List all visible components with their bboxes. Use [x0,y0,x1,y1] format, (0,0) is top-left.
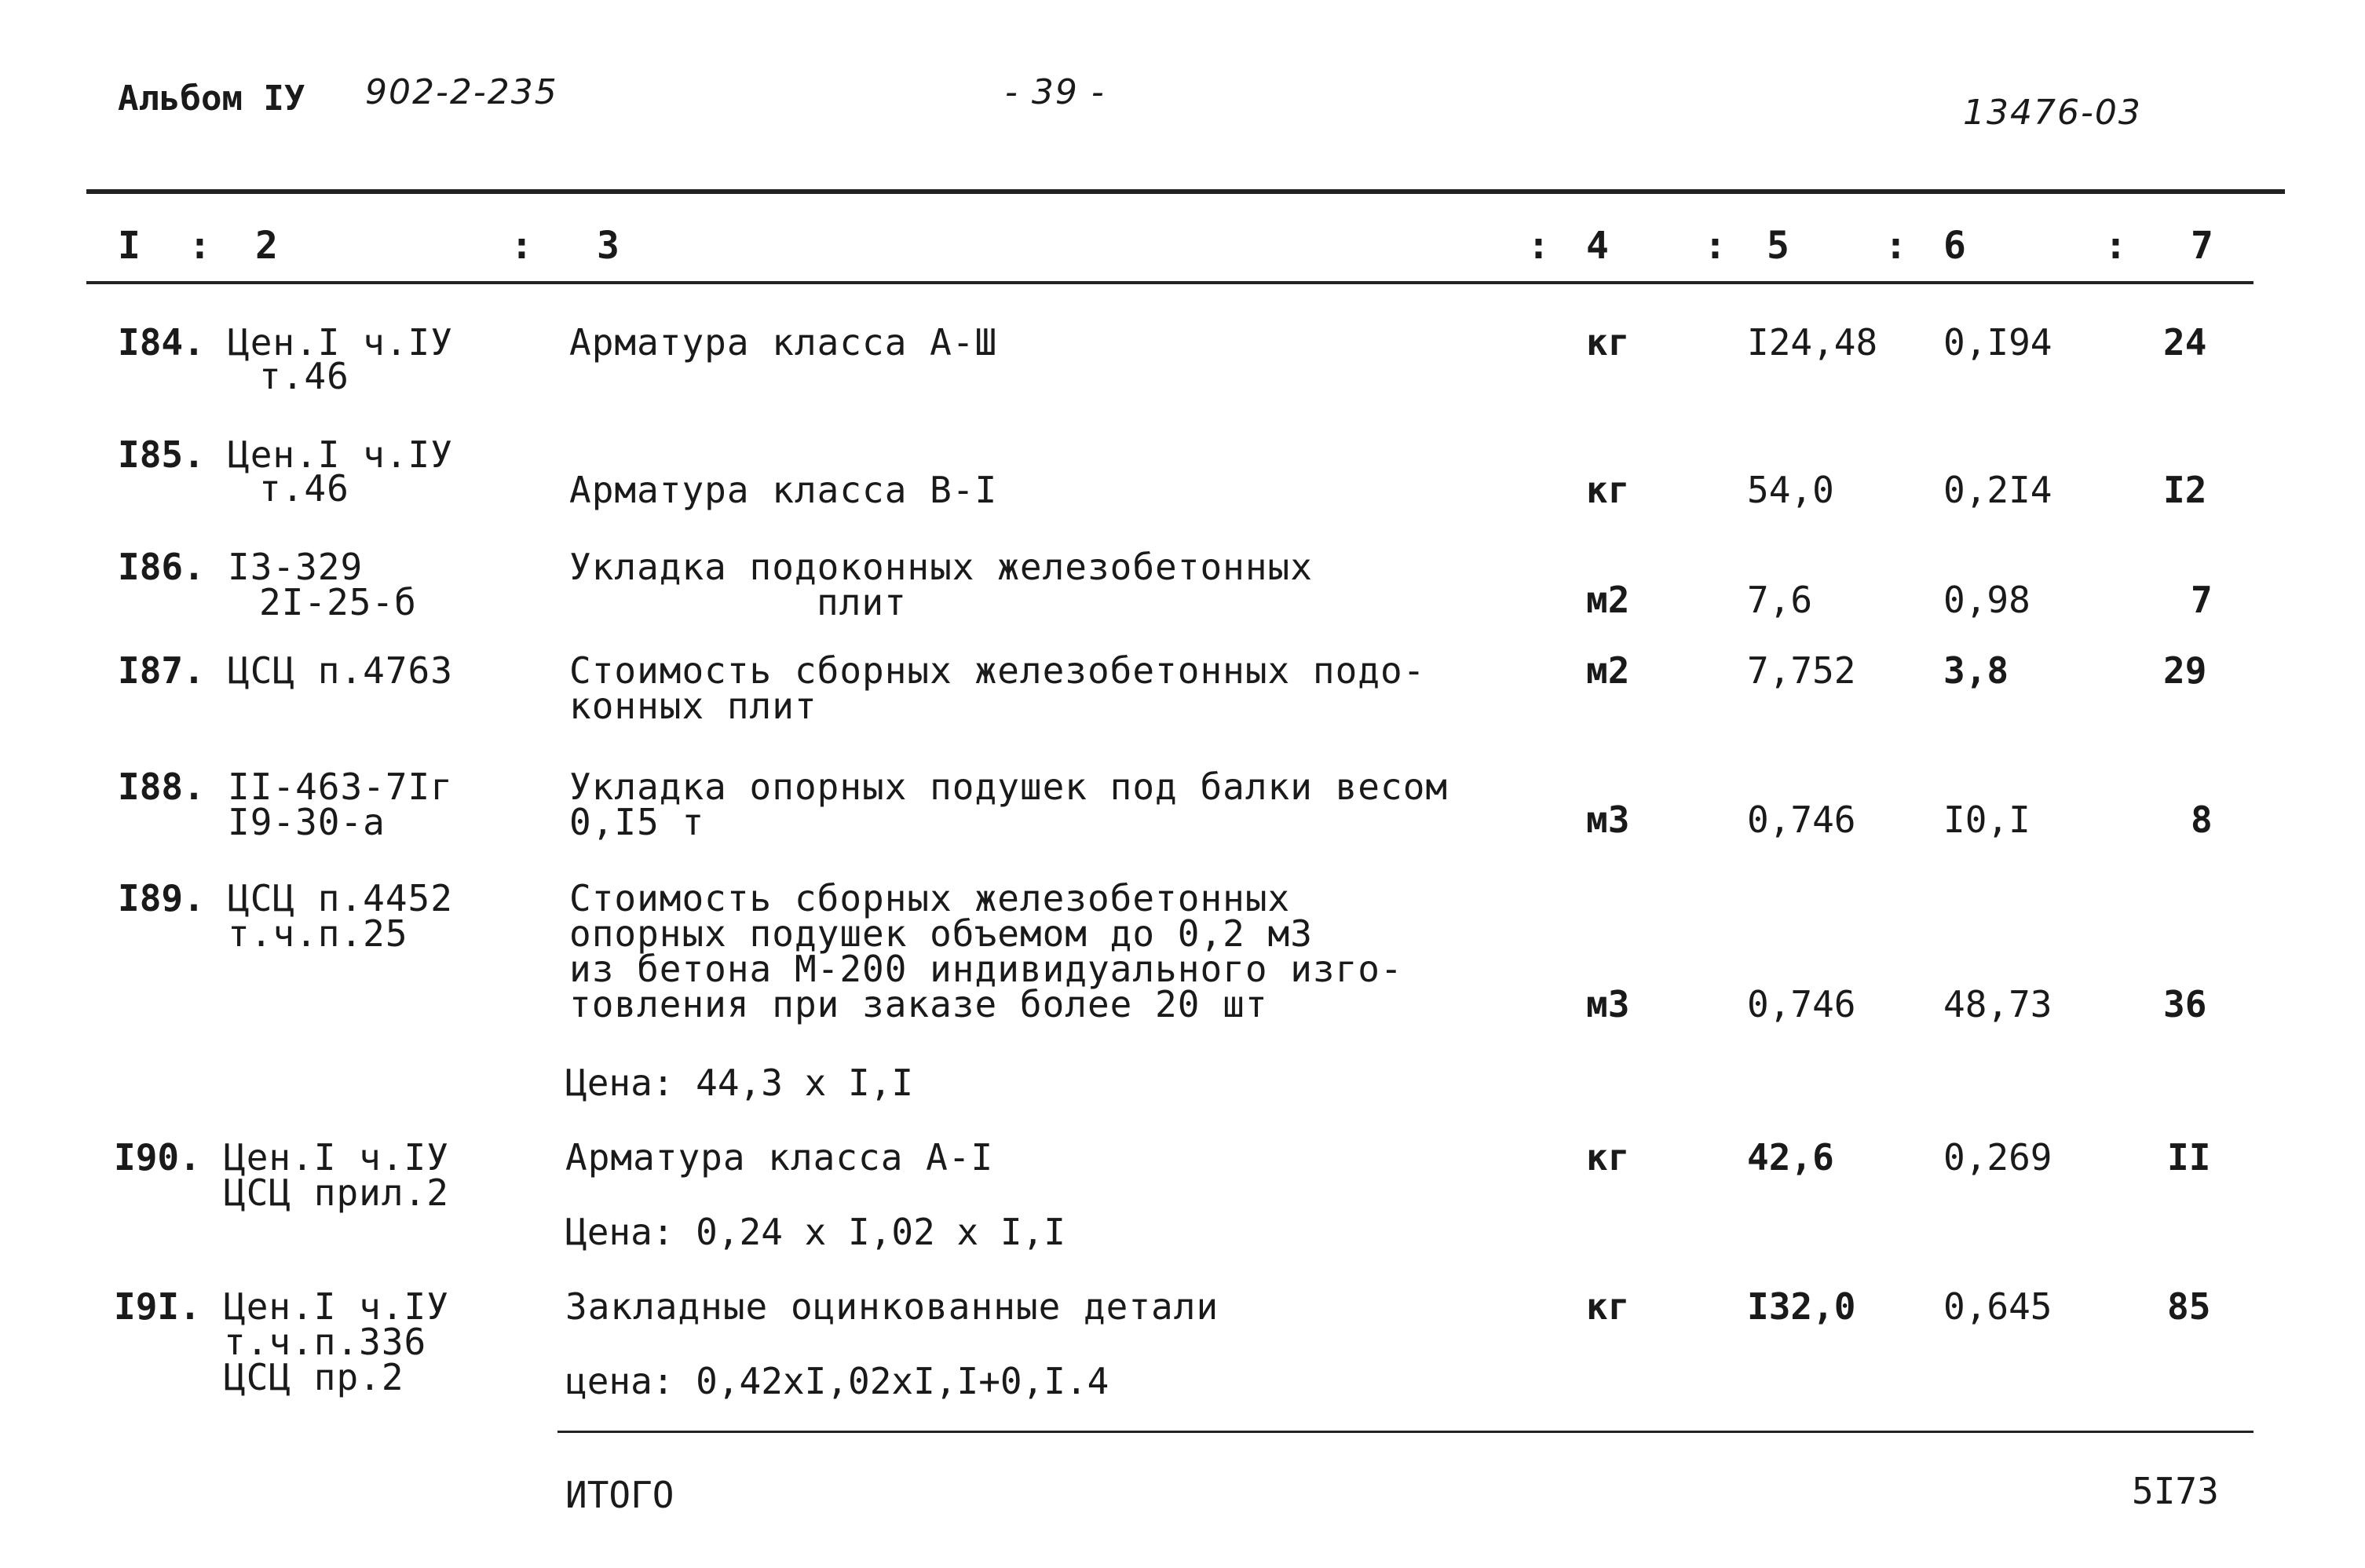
row-number: I85. [118,433,205,476]
row-description: Закладные оцинкованные детали [565,1285,1219,1328]
row-total: 85 [2167,1285,2211,1328]
row-description: опорных подушек объемом до 0,2 м3 [569,912,1313,955]
row-quantity: 54,0 [1747,469,1834,511]
row-quantity: I32,0 [1747,1285,1856,1328]
row-code: Цен.I ч.IУ [224,1136,449,1179]
col-separator: : [1704,224,1727,268]
row-total: I2 [2163,469,2207,511]
row-price: 0,2I4 [1943,469,2052,511]
col-2-header: 2 [255,224,278,268]
row-unit: м3 [1586,799,1630,841]
row-quantity: 42,6 [1747,1136,1834,1179]
row-quantity: 7,6 [1747,579,1813,621]
col-1-header: I [118,224,141,268]
row-code: I3-329 [228,546,364,588]
total-value: 5I73 [2132,1470,2219,1512]
total-label: ИТОГО [565,1474,674,1516]
row-code: Цен.I ч.IУ [228,433,453,476]
row-unit: м2 [1586,579,1630,621]
row-code: I9-30-а [228,801,386,843]
row-code: Цен.I ч.IУ [224,1285,449,1328]
row-description: Арматура класса В-I [569,469,998,511]
row-number: I88. [118,766,205,808]
row-total: 29 [2163,649,2207,692]
col-3-header: 3 [597,224,620,268]
col-4-header: 4 [1586,224,1609,268]
col-separator: : [1527,224,1550,268]
row-quantity: 7,752 [1747,649,1856,692]
price-note: Цена: 44,3 х I,I [565,1062,914,1104]
col-separator: : [1884,224,1907,268]
price-note: цена: 0,42хI,02хI,I+0,I.4 [565,1360,1109,1402]
row-total: 24 [2163,321,2207,364]
row-description: Укладка опорных подушек под балки весом [569,766,1449,808]
col-7-header: 7 [2191,224,2213,268]
column-header-rule [86,281,2254,284]
row-description: из бетона М-200 индивидуального изго- [569,948,1403,990]
row-unit: м2 [1586,649,1630,692]
row-code: 2I-25-б [259,581,417,623]
row-description: Стоимость сборных железобетонных [569,877,1291,919]
col-5-header: 5 [1767,224,1789,268]
row-total: 8 [2191,799,2213,841]
album-label: Альбом IУ [118,79,305,119]
row-unit: кг [1586,1285,1630,1328]
row-code: Цен.I ч.IУ [228,321,453,364]
row-total: II [2167,1136,2211,1179]
row-quantity: 0,746 [1747,983,1856,1025]
col-6-header: 6 [1943,224,1966,268]
row-number: I86. [118,546,205,588]
row-price: 3,8 [1943,649,2009,692]
row-description: Стоимость сборных железобетонных подо- [569,649,1426,692]
row-code: т.46 [259,467,349,510]
total-rule [557,1431,2254,1433]
row-unit: м3 [1586,983,1630,1025]
row-code: II-463-7Iг [228,766,453,808]
row-code: ЦСЦ п.4763 [228,649,453,692]
row-number: I84. [118,321,205,364]
col-separator: : [2104,224,2127,268]
page-number: - 39 - [1005,72,1106,112]
row-quantity: 0,746 [1747,799,1856,841]
row-number: I9I. [114,1285,201,1328]
row-unit: кг [1586,1136,1630,1179]
row-quantity: I24,48 [1747,321,1878,364]
row-unit: кг [1586,469,1630,511]
row-unit: кг [1586,321,1630,364]
price-note: Цена: 0,24 х I,02 х I,I [565,1211,1066,1253]
document-code: 13476-03 [1963,93,2142,133]
row-number: I89. [118,877,205,919]
row-number: I87. [118,649,205,692]
row-description: плит [817,581,907,623]
row-description: 0,I5 т [569,801,705,843]
row-price: 0,98 [1943,579,2031,621]
row-total: 7 [2191,579,2213,621]
row-code: ЦСЦ п.4452 [228,877,453,919]
row-code: т.ч.п.336 [224,1321,427,1363]
row-code: т.ч.п.25 [228,912,408,955]
row-description: Укладка подоконных железобетонных [569,546,1313,588]
project-number: 902-2-235 [365,72,558,112]
col-separator: : [510,224,533,268]
row-description: Арматура класса А-I [565,1136,994,1179]
row-description: товления при заказе более 20 шт [569,983,1268,1025]
row-code: ЦСЦ прил.2 [224,1171,449,1214]
row-price: 0,I94 [1943,321,2052,364]
col-separator: : [188,224,211,268]
row-total: 36 [2163,983,2207,1025]
row-price: 48,73 [1943,983,2052,1025]
row-description: конных плит [569,685,817,727]
row-price: I0,I [1943,799,2031,841]
row-number: I90. [114,1136,201,1179]
row-code: ЦСЦ пр.2 [224,1356,404,1398]
row-price: 0,645 [1943,1285,2052,1328]
row-price: 0,269 [1943,1136,2052,1179]
row-code: т.46 [259,355,349,397]
header-rule [86,189,2285,194]
row-description: Арматура класса А-Ш [569,321,998,364]
